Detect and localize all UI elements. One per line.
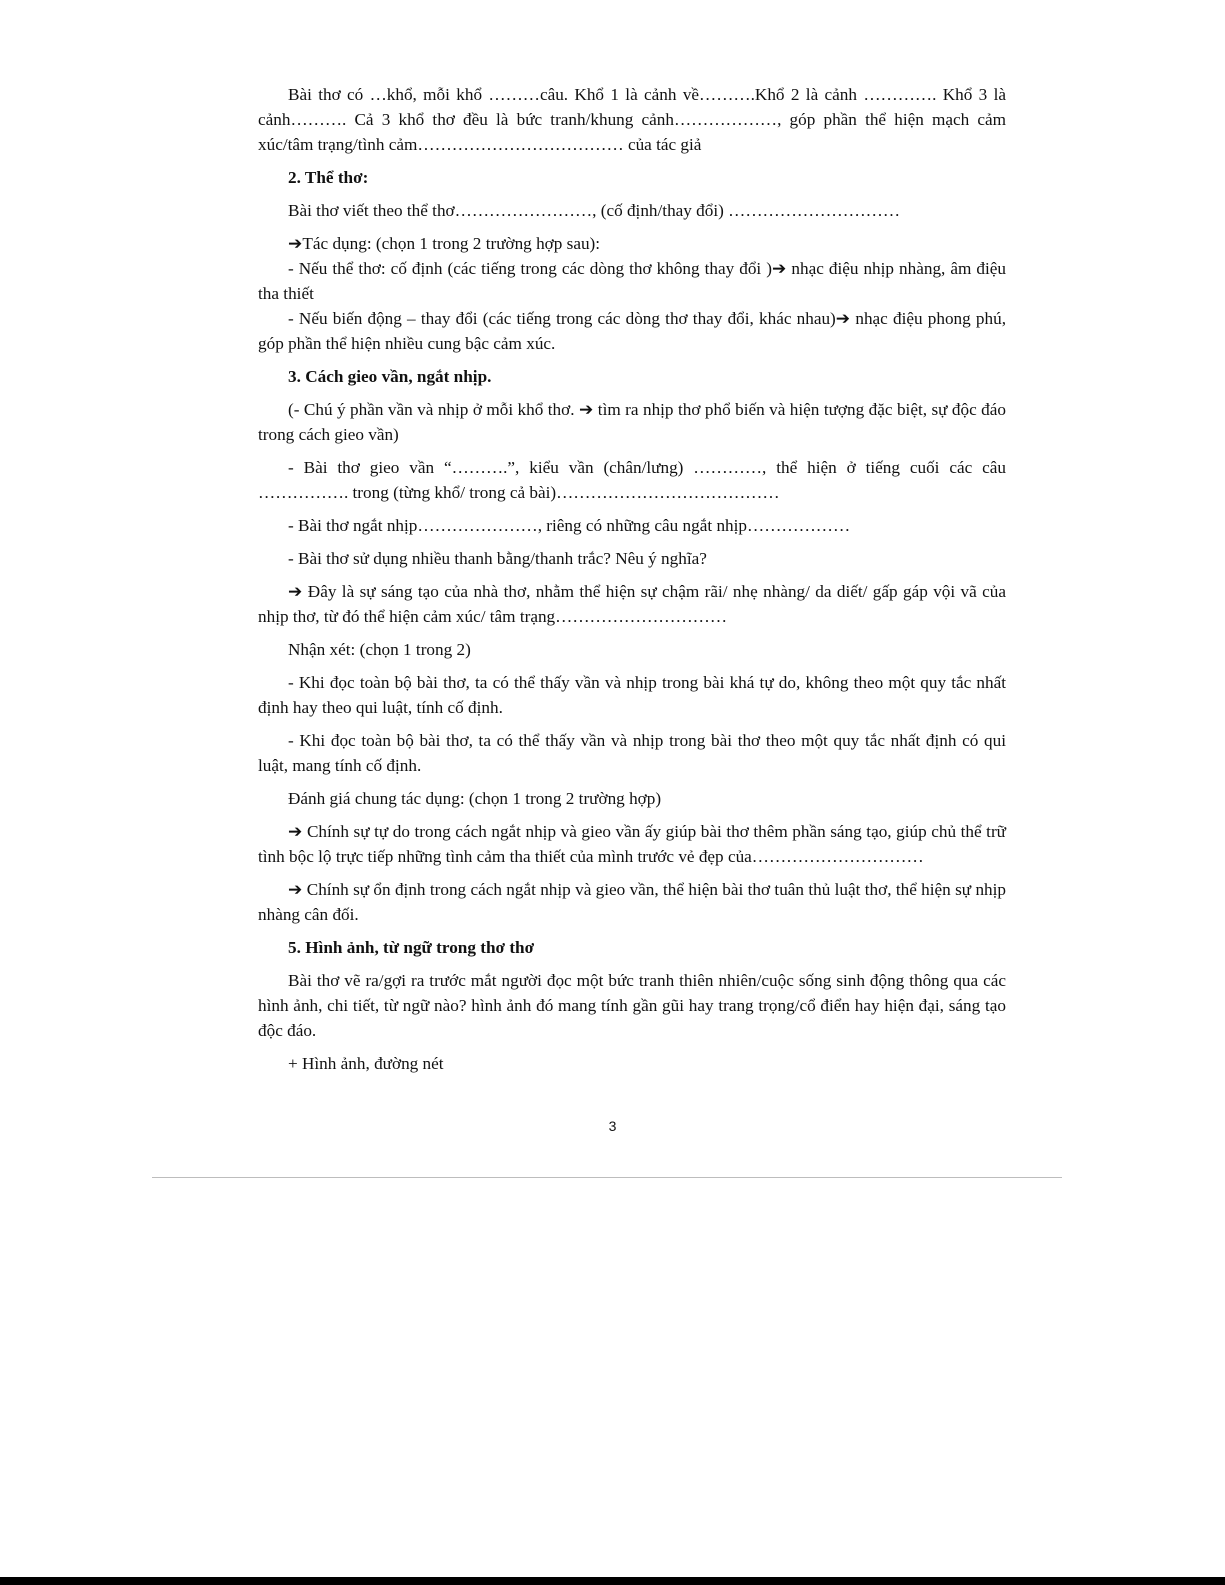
paragraph-imagery-item: + Hình ảnh, đường nét xyxy=(288,1054,444,1073)
paragraph-remark-fixed: - Khi đọc toàn bộ bài thơ, ta có thể thấy vần và nhịp trong bài thơ theo một quy tắc nhất định có qui luật, mang tính cố định. xyxy=(258,731,1006,775)
paragraph-effect-intro: ➔Tác dụng: (chọn 1 trong 2 trường hợp sau): xyxy=(288,234,601,253)
heading-imagery: 5. Hình ảnh, từ ngữ trong thơ thơ xyxy=(288,938,535,957)
paragraph-effect-free: ➔ Chính sự tự do trong cách ngắt nhịp và gieo vần ấy giúp bài thơ thêm phần sáng tạo, giúp chủ thể trữ tình bộc lộ trực tiếp những tình cảm tha thiết của mình trước vẻ đẹp của………………………… xyxy=(258,822,1006,866)
document-page xyxy=(258,82,1006,1084)
paragraph-imagery: Bài thơ vẽ ra/gợi ra trước mắt người đọc một bức tranh thiên nhiên/cuộc sống sinh động thông qua các hình ảnh, chi tiết, từ ngữ nào? hình ảnh đó mang tính gần gũi hay trang trọng/cổ điển hay hiện đại, sáng tạo độc đáo. xyxy=(258,971,1006,1040)
paragraph-tones: - Bài thơ sử dụng nhiều thanh bằng/thanh trắc? Nêu ý nghĩa? xyxy=(288,549,707,568)
page-number: 3 xyxy=(608,1118,617,1134)
heading-verse-form: 2. Thể thơ: xyxy=(288,168,369,187)
paragraph-rhythm-break: - Bài thơ ngắt nhịp…………………, riêng có những câu ngắt nhịp……………… xyxy=(288,516,851,535)
paragraph-overall-effect: Đánh giá chung tác dụng: (chọn 1 trong 2 trường hợp) xyxy=(288,789,662,808)
paragraph-stanza-overview: Bài thơ có …khổ, mỗi khổ ………câu. Khổ 1 là cảnh về……….Khổ 2 là cảnh …………. Khổ 3 là cảnh………. Cả 3 khổ thơ đều là bức tranh/khung cảnh………………, góp phần thể hiện mạch cảm xúc/tâm trạng/tình cảm……………………………… của tác giả xyxy=(258,85,1006,154)
page-divider xyxy=(152,1177,1062,1178)
paragraph-verse-form: Bài thơ viết theo thể thơ……………………, (cố định/thay đổi) ………………………… xyxy=(288,201,901,220)
paragraph-variable-form: - Nếu biến động – thay đổi (các tiếng trong các dòng thơ thay đổi, khác nhau)➔ nhạc điệu phong phú, góp phần thể hiện nhiều cung bậc cảm xúc. xyxy=(258,309,1006,353)
paragraph-rhyme-note: (- Chú ý phần vần và nhịp ở mỗi khổ thơ. ➔ tìm ra nhịp thơ phổ biến và hiện tượng đặc biệt, sự độc đáo trong cách gieo vần) xyxy=(258,400,1006,444)
paragraph-remark-free: - Khi đọc toàn bộ bài thơ, ta có thể thấy vần và nhịp trong bài khá tự do, không theo một quy tắc nhất định hay theo qui luật, tính cố định. xyxy=(258,673,1006,717)
bottom-border xyxy=(0,1577,1225,1585)
paragraph-effect-fixed: ➔ Chính sự ổn định trong cách ngắt nhịp và gieo vần, thể hiện bài thơ tuân thủ luật thơ, thể hiện sự nhịp nhàng cân đối. xyxy=(258,880,1006,924)
paragraph-rhyme-scheme: - Bài thơ gieo vần “……….”, kiểu vần (chân/lưng) …………, thể hiện ở tiếng cuối các câu ……………. trong (từng khổ/ trong cả bài)………………………………… xyxy=(258,458,1006,502)
heading-rhyme-rhythm: 3. Cách gieo vần, ngắt nhịp. xyxy=(288,367,492,386)
paragraph-fixed-form: - Nếu thể thơ: cố định (các tiếng trong các dòng thơ không thay đổi )➔ nhạc điệu nhịp nhàng, âm điệu tha thiết xyxy=(258,259,1006,303)
paragraph-remark-intro: Nhận xét: (chọn 1 trong 2) xyxy=(288,640,471,659)
paragraph-creativity: ➔ Đây là sự sáng tạo của nhà thơ, nhằm thể hiện sự chậm rãi/ nhẹ nhàng/ da diết/ gấp gáp vội vã của nhịp thơ, từ đó thể hiện cảm xúc/ tâm trạng………………………… xyxy=(258,582,1006,626)
